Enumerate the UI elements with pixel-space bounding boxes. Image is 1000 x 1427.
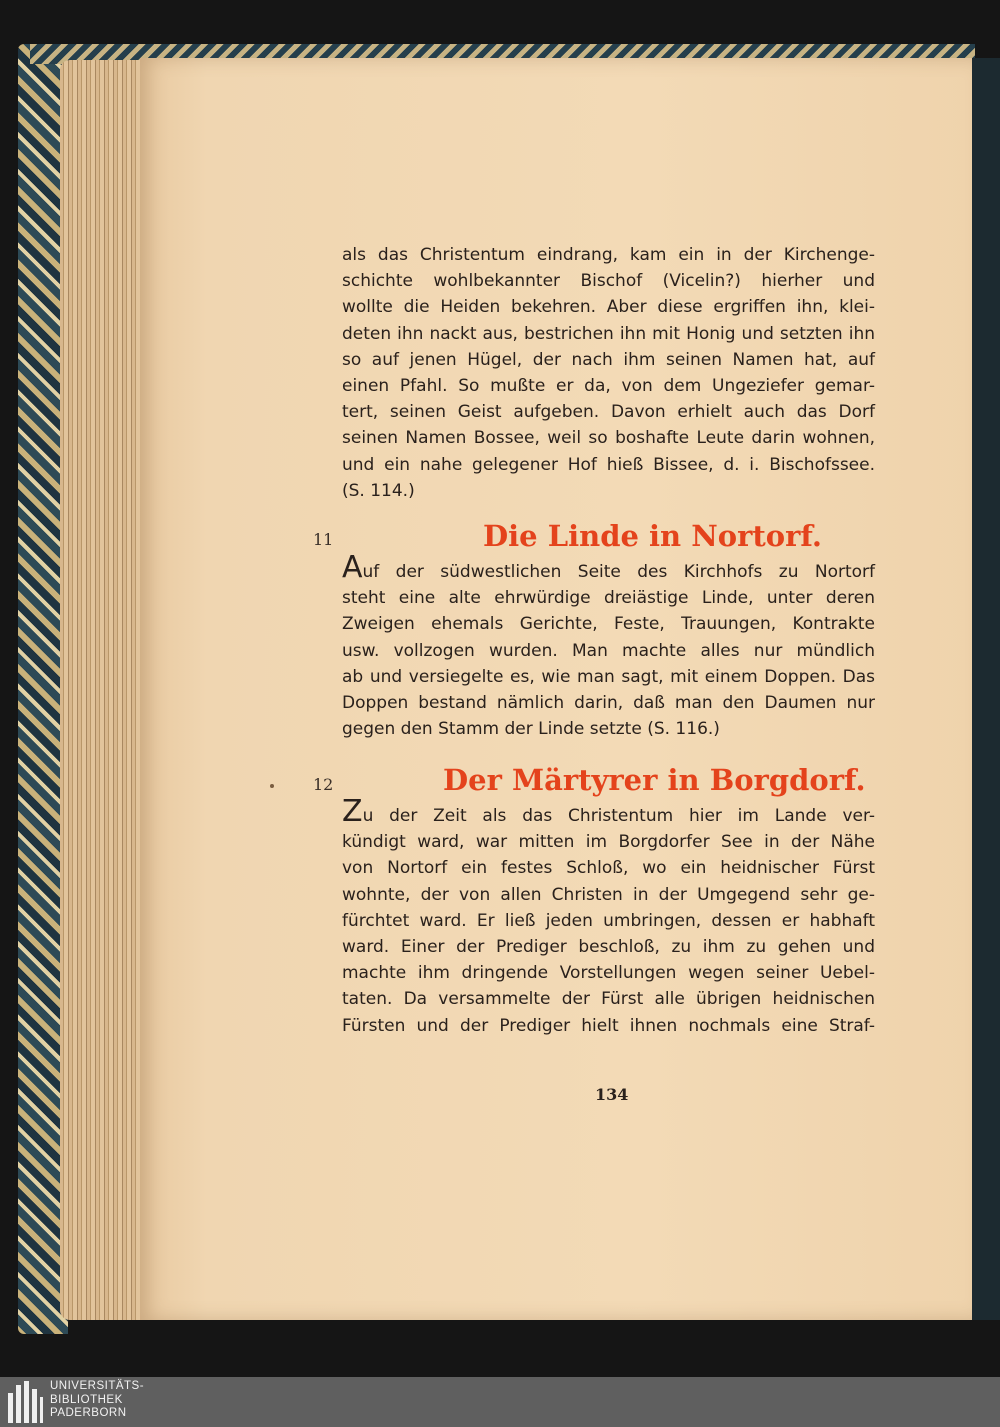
text-line: schichte wohlbekannter Bischof (Vicelin?) hierher und — [342, 271, 875, 292]
library-logo-icon — [8, 1381, 44, 1423]
intro-paragraph — [342, 242, 875, 504]
text-line: und ein nahe gelegener Hof hieß Bissee, d. i. Bischofssee. — [342, 454, 875, 475]
text-line: Zweigen ehemals Gerichte, Feste, Trauungen, Kontrakte — [342, 614, 875, 635]
logo-line: UNIVERSITÄTS- — [50, 1380, 145, 1392]
section-12-paragraph — [342, 794, 875, 1039]
section-title: Die Linde in Nortorf. — [483, 519, 822, 553]
text-line: Fürsten und der Prediger hielt ihnen nochmals eine Straf- — [342, 1015, 875, 1036]
drop-cap: Z — [342, 794, 363, 829]
text-line: einen Pfahl. So mußte er da, von dem Ungeziefer gemar- — [342, 376, 875, 397]
paper-speck — [270, 784, 274, 788]
text-line — [342, 794, 875, 829]
text-line: deten ihn nackt aus, bestrichen ihn mit Honig und setzten ihn — [342, 323, 875, 344]
text-line: seinen Namen Bossee, weil so boshafte Leute darin wohnen, — [342, 428, 875, 449]
text-line: als das Christentum eindrang, kam ein in der Kirchenge- — [342, 245, 875, 265]
text-line-rest: uf der südwestlichen Seite des Kirchhofs zu Nortorf — [362, 562, 875, 582]
text-line: so auf jenen Hügel, der nach ihm seinen Namen hat, auf — [342, 349, 875, 370]
page-number: 134 — [595, 1085, 629, 1104]
text-line: ward. Einer der Prediger beschloß, zu ihm zu gehen und — [342, 937, 875, 958]
section-number: 12 — [313, 775, 334, 794]
text-line: steht eine alte ehrwürdige dreiästige Linde, unter deren — [342, 588, 875, 609]
section-number: 11 — [313, 530, 334, 549]
text-line: Doppen bestand nämlich darin, daß man den Daumen nur — [342, 693, 875, 714]
text-line-rest: u der Zeit als das Christentum hier im Lande ver- — [362, 806, 875, 826]
text-line: wollte die Heiden bekehren. Aber diese ergriffen ihn, klei- — [342, 297, 875, 318]
text-line: taten. Da versammelte der Fürst alle übrigen heidnischen — [342, 989, 875, 1010]
drop-cap: A — [342, 550, 363, 585]
text-line — [342, 550, 875, 585]
text-line: usw. vollzogen wurden. Man machte alles nur mündlich — [342, 640, 875, 661]
text-line: kündigt ward, war mitten im Borgdorfer See in der Nähe — [342, 832, 875, 853]
library-logo-text — [50, 1380, 144, 1421]
section-11-paragraph — [342, 550, 875, 742]
section-title: Der Märtyrer in Borgdorf. — [443, 763, 866, 797]
text-line: tert, seinen Geist aufgeben. Davon erhielt auch das Dorf — [342, 402, 875, 423]
text-line: (S. 114.) — [342, 480, 415, 501]
text-line: ab und versiegelte es, wie man sagt, mit einem Doppen. Das — [342, 666, 875, 687]
book-right-edge — [972, 58, 1000, 1320]
text-line: von Nortorf ein festes Schloß, wo ein heidnischer Fürst — [342, 858, 875, 879]
text-line: machte ihm dringende Vorstellungen wegen seiner Uebel- — [342, 963, 875, 984]
logo-line: PADERBORN — [50, 1407, 127, 1419]
text-line: gegen den Stamm der Linde setzte (S. 116.) — [342, 719, 720, 740]
text-line: fürchtet ward. Er ließ jeden umbringen, dessen er habhaft — [342, 910, 875, 931]
library-footer-bar — [0, 1377, 1000, 1427]
text-line: wohnte, der von allen Christen in der Umgegend sehr ge- — [342, 884, 875, 905]
logo-line: BIBLIOTHEK — [50, 1393, 123, 1406]
